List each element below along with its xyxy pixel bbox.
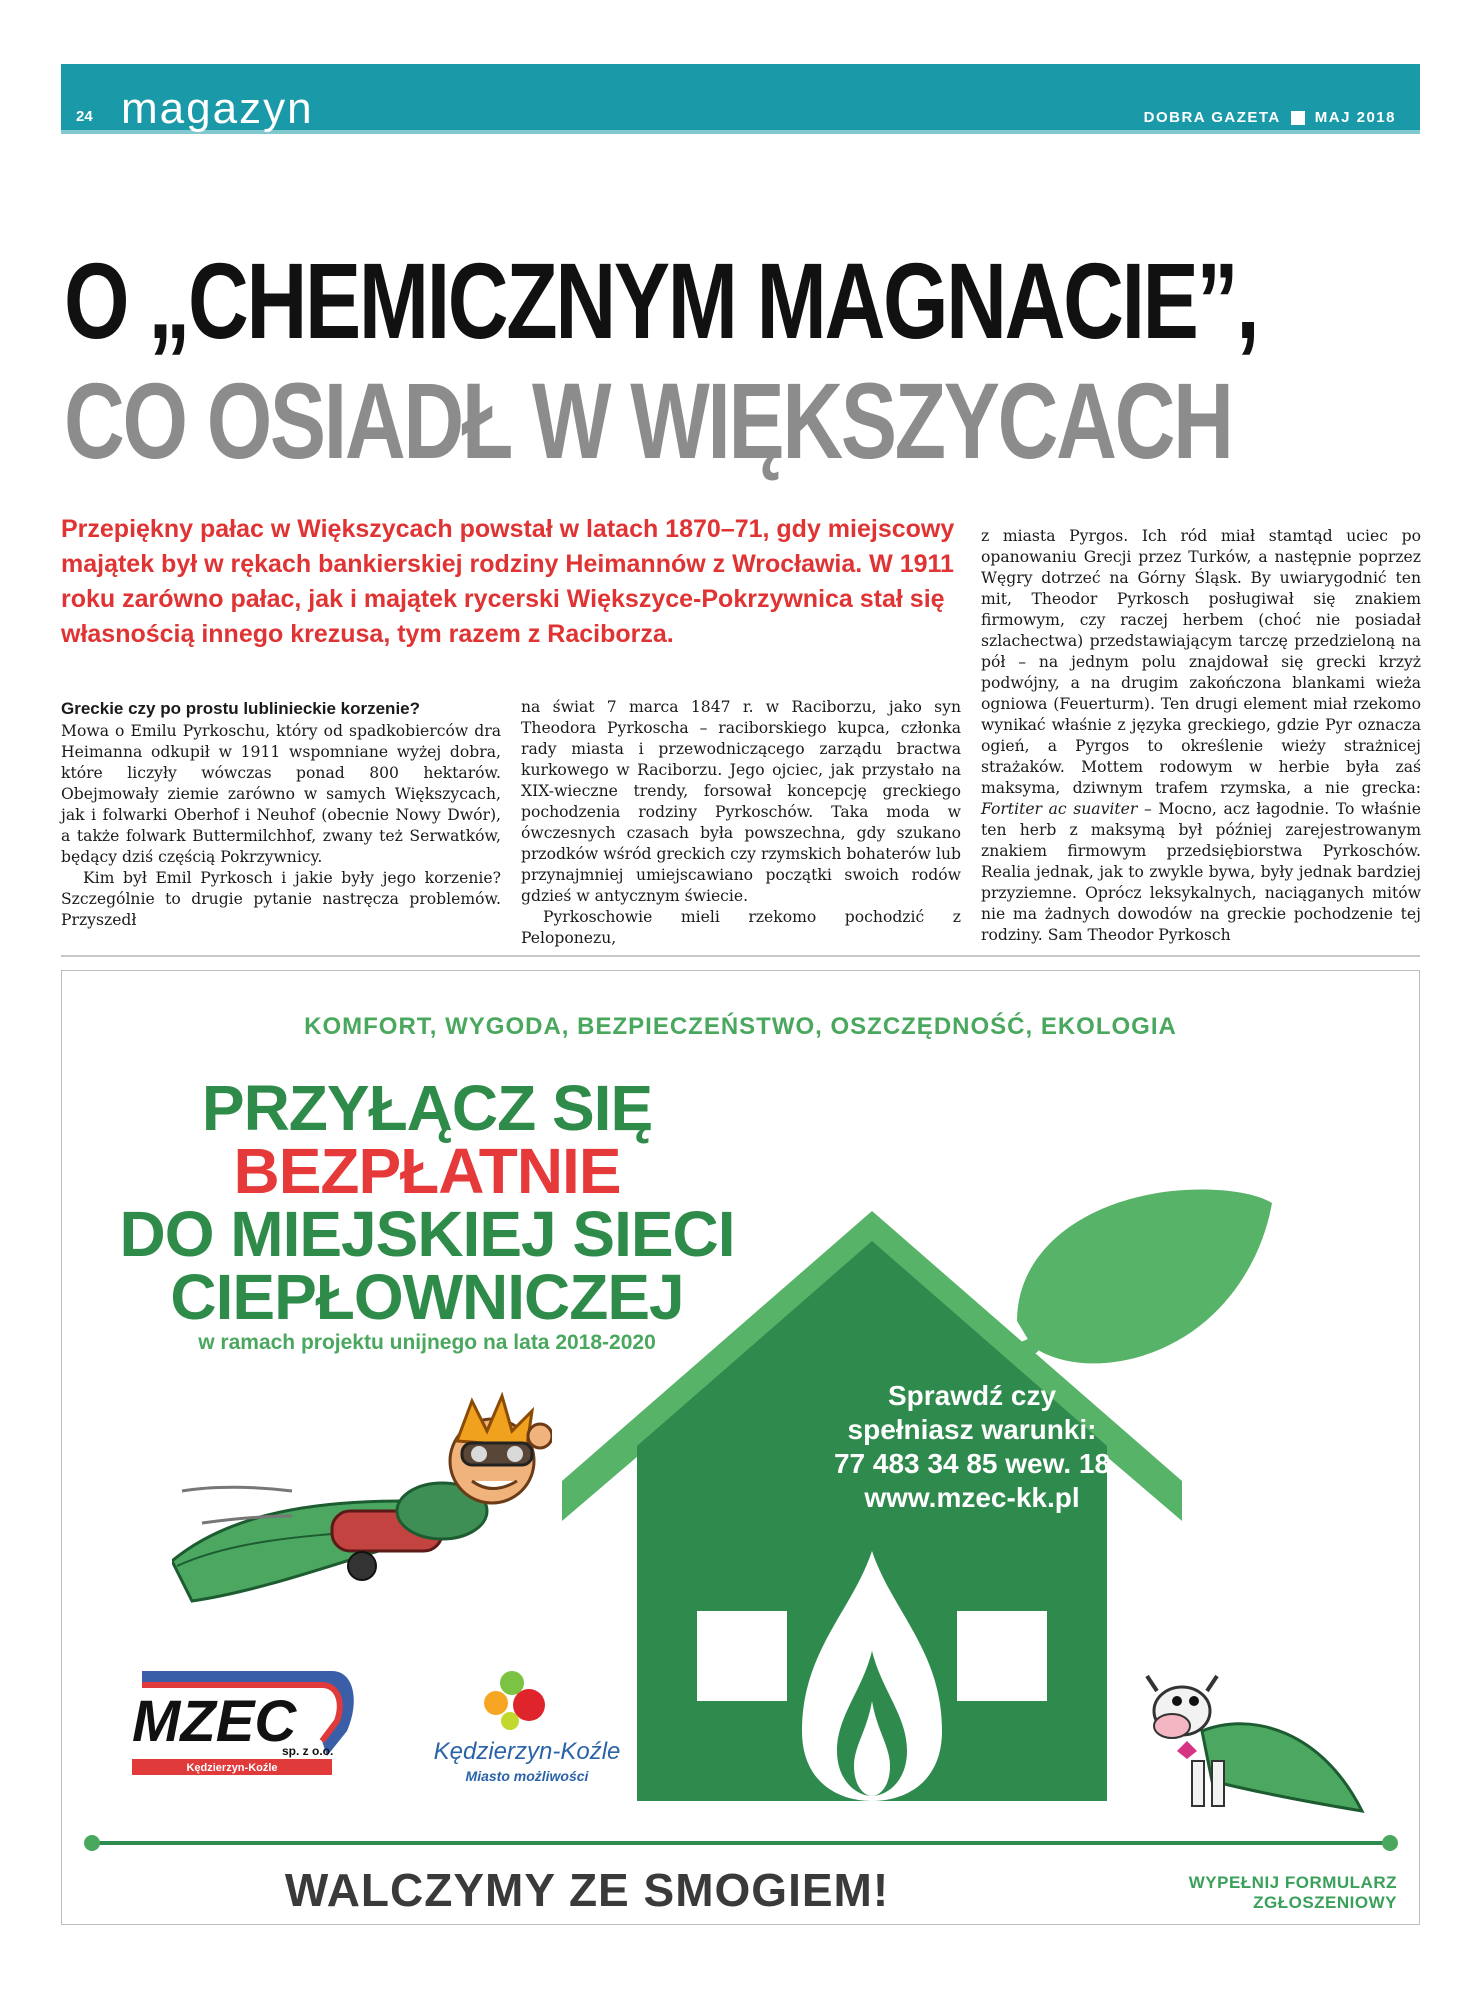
motto: Fortiter ac suaviter bbox=[981, 800, 1138, 818]
article-lead: Przepiękny pałac w Większycach powstał w latach 1870–71, gdy miejscowy majątek był w rękach bankierskiej rodziny Heimannów z Wrocławia. W 1911 roku zarówno pałac, jak i majątek rycerski Większyce-Pokrzywnica stał się własnością innego krezusa, tym razem z Raciborza. bbox=[61, 515, 955, 648]
svg-text:Kędzierzyn-Koźle: Kędzierzyn-Koźle bbox=[186, 1762, 278, 1774]
svg-text:sp. z o.o.: sp. z o.o. bbox=[282, 1744, 334, 1758]
city-logo-text: Kędzierzyn-Koźle bbox=[433, 1738, 621, 1765]
mzec-logo-text: MZEC bbox=[132, 1689, 297, 1754]
issue-date: MAJ 2018 bbox=[1314, 109, 1396, 126]
cow-mascot-icon bbox=[1142, 1671, 1372, 1821]
website-link[interactable]: www.mzec-kk.pl bbox=[864, 1482, 1080, 1513]
advertisement bbox=[61, 970, 1420, 1925]
city-logo-icon bbox=[402, 1661, 652, 1791]
ad-headline-line1: PRZYŁĄCZ SIĘ bbox=[201, 1072, 653, 1144]
ad-headline-line3: DO MIEJSKIEJ SIECI bbox=[119, 1198, 735, 1270]
text-span: z miasta Pyrgos. Ich ród miał stamtąd uciec po opanowaniu Grecji przez Turków, a następnie poprzez Węgry dotrzeć na Górny Śląsk. By uwiarygodnić ten mit, Theodor Pyrkosch posługiwał się znakiem firmowym, czy raczej herbem (choć nie posiadał szlachectwa) przedstawiającym tarczę przedzieloną na pół – na jednym polu znajdował się grecki krzyż podwójny, a na drugim zakończona blankami wieża ogniowa (Feuerturm). Ten drugi element miał rzekomo wynikać właśnie z języka greckiego, gdzie Pyr oznacza ogień, a Pyrgos to określenie wieży strażnicej strażaków. Mottem rodowym w herbie była zaś maksyma, dziwnym trafem rzymska, a nie grecka: bbox=[981, 527, 1421, 797]
article-subheading: Greckie czy po prostu lublinieckie korzenie? bbox=[61, 699, 421, 718]
superhero-mascot-icon bbox=[172, 1391, 552, 1621]
ad-headline-line2: BEZPŁATNIE bbox=[233, 1135, 621, 1207]
paragraph: Pyrkoschowie mieli rzekomo pochodzić z Peloponezu, bbox=[521, 908, 961, 947]
paragraph: Mowa o Emilu Pyrkoschu, który od spadkobierców dra Heimanna odkupił w 1911 wspomniane wyżej dobra, które liczyły wówczas ponad 800 hektarów. Obejmowały ziemie zarówno w samych Większycach, jak i folwarki Oberhof i Neuhof (obecnie Nowy Dwór), a także folwark Buttermilchhof, zwany też Serwatków, będący dziś częścią Pokrzywnicy. bbox=[61, 722, 501, 866]
paragraph bbox=[981, 526, 1421, 946]
article-column-3 bbox=[981, 526, 1421, 946]
section-name: magazyn bbox=[121, 84, 314, 133]
article-column-2 bbox=[521, 697, 961, 949]
publication-info bbox=[1144, 109, 1396, 126]
contact-box bbox=[762, 1379, 1182, 1515]
article-title-line2: CO OSIADŁ W WIĘKSZYCACH bbox=[64, 360, 1232, 481]
svg-text:Miasto możliwości: Miasto możliwości bbox=[465, 1768, 589, 1784]
paragraph: Kim był Emil Pyrkosch i jakie były jego korzenie? Szczególnie to drugie pytanie nastręcza problemów. Przyszedł bbox=[61, 869, 501, 929]
publication-name: DOBRA GAZETA bbox=[1143, 109, 1281, 126]
form-callout[interactable] bbox=[1189, 1873, 1397, 1913]
check-line2: spełniasz warunki: bbox=[847, 1414, 1097, 1445]
page-header bbox=[61, 64, 1420, 134]
section-divider bbox=[61, 955, 1420, 957]
page-number: 24 bbox=[76, 108, 93, 125]
ad-bottom-rule bbox=[86, 1841, 1396, 1845]
ad-subline: w ramach projektu unijnego na lata 2018-2020 bbox=[198, 1331, 656, 1354]
mzec-logo-icon bbox=[122, 1661, 362, 1781]
form-line1: WYPEŁNIJ FORMULARZ bbox=[1188, 1873, 1397, 1892]
phone-number: 77 483 34 85 wew. 18 bbox=[833, 1448, 1111, 1479]
text-span: – Mocno, acz łagodnie. To właśnie ten herb z maksymą był później zarejestrowanym znakiem firmowym przedsiębiorstwa Pyrkoschów. Realia jednak, jak to zwykle bywa, były jednak bardziej przyziemne. Oprócz leksykalnych, naciąganych mitów nie ma żadnych dowodów na greckie pochodzenie tej rodziny. Sam Theodor Pyrkosch bbox=[981, 800, 1421, 944]
check-line1: Sprawdź czy bbox=[887, 1380, 1057, 1411]
ad-slogan: WALCZYMY ZE SMOGIEM! bbox=[284, 1864, 890, 1916]
separator-square-icon bbox=[1291, 111, 1305, 125]
form-line2: ZGŁOSZENIOWY bbox=[1253, 1893, 1397, 1912]
article-title-line1: O „CHEMICZNYM MAGNACIE”, bbox=[64, 240, 1258, 361]
ad-tagline: KOMFORT, WYGODA, BEZPIECZEŃSTWO, OSZCZĘDNOŚĆ, EKOLOGIA bbox=[304, 1013, 1177, 1040]
ad-headline-line4: CIEPŁOWNICZEJ bbox=[170, 1261, 684, 1333]
paragraph: na świat 7 marca 1847 r. w Raciborzu, jako syn Theodora Pyrkoscha – raciborskiego kupca, członka rady miasta i przewodniczącego zarządu bractwa kurkowego w Raciborzu. Jego ojciec, jak przystało na XIX-wieczne trendy, forsował koncepcję greckiego pochodzenia rodziny Pyrkoschów. Taka moda w ówczesnych czasach była powszechna, gdy szukano przodków wśród greckich czy rzymskich bohaterów lub przynajmniej umiejscawiano początki swoich rodów gdzieś w antycznym świecie. bbox=[521, 698, 961, 905]
article-column-1 bbox=[61, 697, 501, 931]
